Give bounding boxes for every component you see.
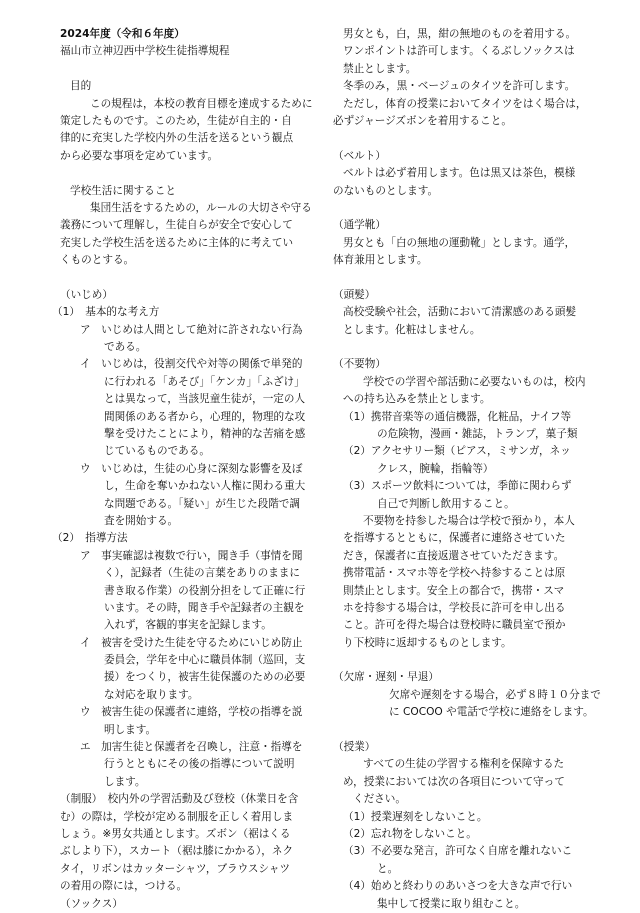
- text-line: ただし，体育の授業においてタイツをはく場合は，: [343, 97, 587, 110]
- text-line: くものとする。: [60, 254, 135, 267]
- text-line: 欠席や遅刻をする場合，必ず８時１０分まで: [389, 688, 601, 701]
- text-line: （欠席・遅刻・早退）: [333, 671, 439, 684]
- right-column-body: [333, 26, 601, 913]
- text-line: 学校での学習や部活動に必要ないものは，校内: [363, 375, 586, 388]
- text-line: （3）不必要な発言，許可なく自席を離れないこ: [343, 845, 573, 858]
- text-line: （3）スポーツ飲料については，季節に関わらず: [343, 480, 572, 493]
- right-column: [333, 26, 601, 913]
- blank-line: [333, 130, 591, 147]
- text-line: 集中して授業に取り組むこと。: [377, 897, 526, 910]
- text-line: に COCOO や電話で学校に連絡をします。: [389, 706, 594, 719]
- text-line: こと。許可を得た場合は登校時に職員室で預か: [343, 619, 566, 632]
- text-line: への持ち込みを禁止とします。: [343, 393, 491, 406]
- text-line: じているものである。: [104, 445, 210, 458]
- text-line: 集団生活をするための，ルールの大切さや守る: [90, 201, 312, 214]
- text-line: （頭髪）: [333, 288, 376, 301]
- text-line: 間関係のある者から，心理的，物理的な攻: [104, 410, 306, 423]
- text-line: 携帯電話・スマホ等を学校へ持参することは原: [343, 567, 566, 580]
- text-line: の危険物，漫画・雑誌，トランプ，菓子類: [377, 427, 578, 440]
- text-line: 自己で判断し飲用すること。: [377, 497, 515, 510]
- text-line: エ 加害生徒と保護者を召喚し，注意・指導を: [80, 741, 303, 754]
- blank-line: [333, 339, 591, 356]
- text-line: 則禁止とします。安全上の都合で，携帯・スマ: [343, 584, 565, 597]
- text-line: ぶしより下），スカート（裾は膝にかかる），ネク: [60, 845, 294, 858]
- text-line: （授業）: [333, 741, 376, 754]
- text-line: く），記録者（生徒の言葉をありのままに: [104, 567, 300, 580]
- text-line: 男女とも「白の無地の運動靴」とします。通学，: [343, 236, 576, 249]
- text-line: 策定したものです。このため，生徒が自主的・自: [60, 114, 292, 127]
- text-line: 撃を受けたことにより，精神的な苦痛を感: [104, 427, 306, 440]
- text-line: ベルトは必ず着用します。色は黒又は茶色，模様: [343, 167, 576, 180]
- text-line: とします。化粧はしません。: [343, 323, 481, 336]
- text-line: とは異なって，当該児童生徒が，一定の人: [104, 393, 306, 406]
- blank-line: [60, 165, 322, 182]
- text-line: ください。: [353, 793, 406, 806]
- text-line: （いじめ）: [60, 288, 113, 301]
- text-line: 入れず，客観的事実を記録します。: [104, 619, 272, 632]
- text-line: 行うとともにその後の指導について説明: [104, 758, 295, 771]
- text-line: め，授業においては次の各項目について守って: [343, 775, 565, 788]
- text-line: この規程は，本校の教育目標を達成するために: [90, 97, 313, 110]
- text-line: 不要物を持参した場合は学校で預かり，本人: [363, 514, 575, 527]
- text-line: から必要な事項を定めています。: [60, 149, 219, 162]
- document-title: 福山市立神辺西中学校生徒指導規程: [60, 45, 230, 58]
- text-line: （1） 基本的な考え方: [52, 306, 160, 319]
- text-line: タイ，リボンはカッターシャツ，ブラウスシャツ: [60, 862, 291, 875]
- left-column-body: [52, 61, 322, 913]
- blank-line: [333, 722, 591, 739]
- text-line: います。その時，聞き手や記録者の主観を: [104, 601, 305, 614]
- text-line: 明します。: [104, 723, 157, 736]
- text-line: の着用の際には，つける。: [60, 880, 188, 893]
- text-line: （2）アクセサリー類（ピアス，ミサンガ，ネッ: [343, 445, 571, 458]
- text-line: イ いじめは，役割交代や対等の関係で単発的: [80, 358, 303, 371]
- text-line: クレス，腕輪，指輪等）: [377, 462, 494, 475]
- text-line: と。: [377, 862, 399, 875]
- text-line: な対応を取ります。: [104, 688, 199, 701]
- blank-line: [333, 652, 591, 669]
- text-line: 冬季のみ，黒・ベージュのタイツを許可します。: [343, 80, 576, 93]
- text-line: に行われる「あそび」「ケンカ」「ふざけ」: [104, 375, 305, 388]
- text-line: 目的: [70, 80, 92, 93]
- text-line: （1）授業遅刻をしないこと。: [343, 810, 488, 823]
- blank-line: [333, 200, 591, 217]
- text-line: 査を開始する。: [104, 514, 179, 527]
- text-line: ウ 被害生徒の保護者に連絡，学校の指導を説: [80, 706, 303, 719]
- text-line: 体育兼用とします。: [333, 254, 428, 267]
- text-line: ホを持参する場合は，学校長に許可を申し出る: [343, 601, 566, 614]
- text-line: 高校受験や社会，活動において清潔感のある頭髪: [343, 306, 577, 319]
- text-line: （1）携帯音楽等の通信機器，化粧品，ナイフ等: [343, 410, 572, 423]
- text-line: ワンポイントは許可します。くるぶしソックスは: [343, 45, 575, 58]
- text-line: 男女とも，白，黒，紺の無地のものを着用する。: [343, 28, 577, 40]
- text-line: 律的に充実した学校内外の生活を送るという観点: [60, 132, 294, 145]
- blank-line: [60, 61, 322, 78]
- text-line: り下校時に返却するものとします。: [343, 636, 512, 649]
- text-line: （4）始めと終わりのあいさつを大きな声で行い: [343, 880, 573, 893]
- text-line: （ベルト）: [333, 149, 386, 162]
- text-line: ア 事実確認は複数で行い，聞き手（事情を聞: [80, 549, 303, 562]
- text-line: （ソックス）: [60, 897, 123, 910]
- left-column: [52, 26, 322, 913]
- text-line: な問題である。「疑い」が生じた段階で調: [104, 497, 300, 510]
- blank-line: [333, 269, 591, 286]
- text-line: 禁止とします。: [343, 62, 417, 75]
- text-line: し，生命を奪いかねない人権に関わる重大: [104, 480, 306, 493]
- text-line: （通学靴）: [333, 219, 386, 232]
- text-line: ウ いじめは，生徒の心身に深刻な影響を及ぼ: [80, 462, 303, 475]
- text-line: （制服） 校内外の学習活動及び登校（休業日を含: [60, 793, 299, 806]
- text-line: 書き取る作業）の役割分担をして正確に行: [104, 584, 306, 597]
- text-line: む）の際は，学校が定める制服を正しく着用しま: [60, 810, 294, 823]
- text-line: のないものとします。: [333, 184, 439, 197]
- text-line: すべての生徒の学習する権利を保障するた: [363, 758, 565, 771]
- text-line: します。: [104, 775, 146, 788]
- text-line: しょう。※男女共通とします。ズボン（裾はくる: [60, 827, 291, 840]
- text-line: イ 被害を受けた生徒を守るためにいじめ防止: [80, 636, 303, 649]
- text-line: 義務について理解し，生徒自らが安全で安心して: [60, 219, 293, 232]
- text-line: 必ずジャージズボンを着用すること。: [333, 114, 512, 127]
- text-line: （2）忘れ物をしないこと。: [343, 827, 477, 840]
- text-line: 委員会，学年を中心に職員体制（巡回，支: [104, 654, 306, 667]
- blank-line: [60, 269, 322, 286]
- text-line: である。: [104, 341, 147, 354]
- text-line: ア いじめは人間として絶対に許されない行為: [80, 323, 303, 336]
- text-line: 援）をつくり，被害生徒保護のための必要: [104, 671, 306, 684]
- text-line: （不要物）: [333, 358, 386, 371]
- text-line: 学校生活に関すること: [70, 184, 176, 197]
- text-line: 充実した学校生活を送るために主体的に考えてい: [60, 236, 294, 249]
- text-line: だき，保護者に直接返還させていただきます。: [343, 549, 565, 562]
- text-line: （2） 指導方法: [52, 532, 128, 545]
- document-year: 2024年度（令和６年度）: [60, 28, 185, 40]
- text-line: を指導するとともに，保護者に連絡させていた: [343, 532, 566, 545]
